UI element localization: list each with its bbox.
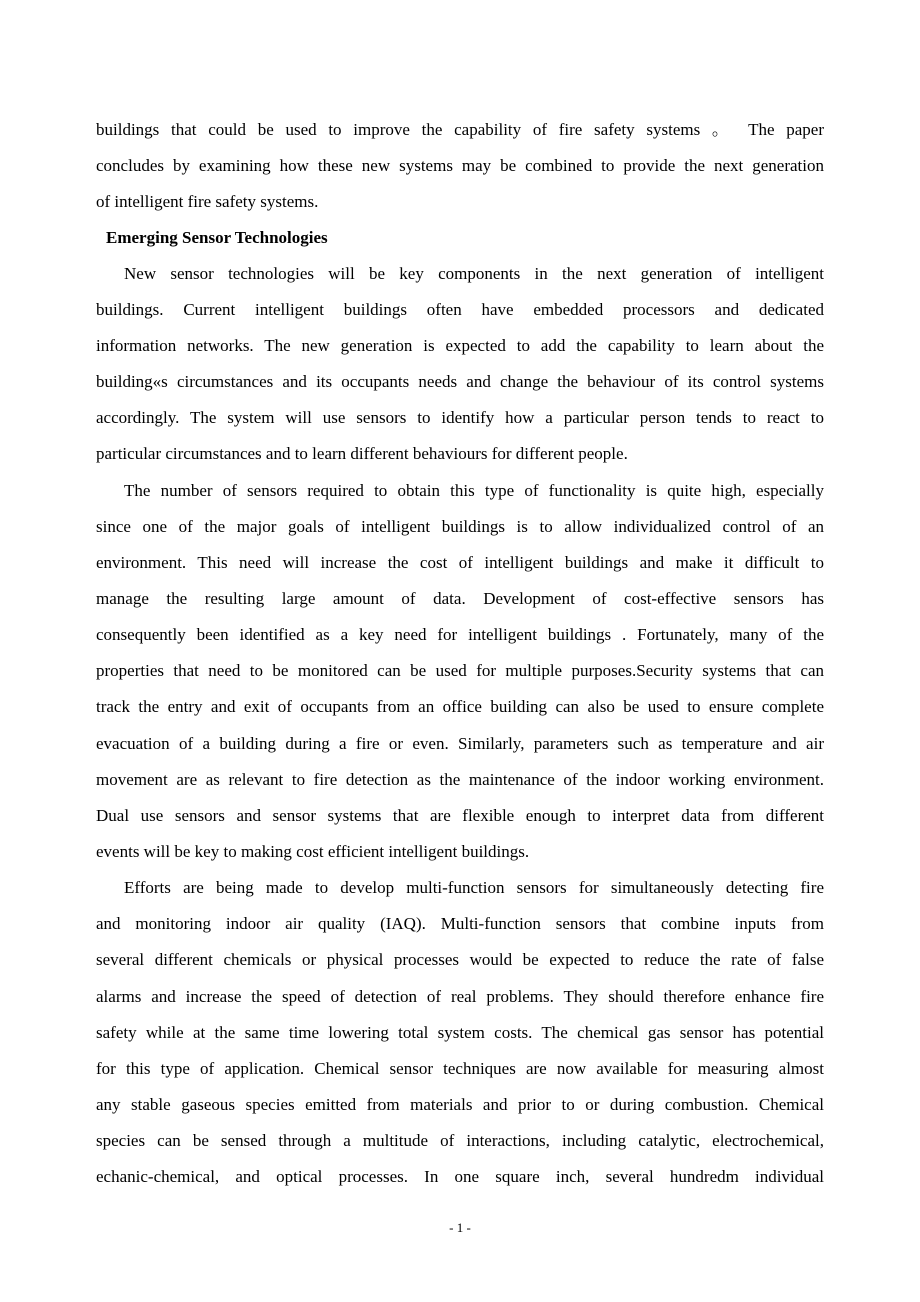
paragraph-line: since one of the major goals of intelligent buildings is to allow individualized control of an — [96, 517, 824, 536]
paragraph-line: Efforts are being made to develop multi-function sensors for simultaneously detecting fire — [124, 878, 824, 897]
paragraph-line: consequently been identified as a key need for intelligent buildings . Fortunately, many of the — [96, 625, 824, 644]
paragraph-line: track the entry and exit of occupants from an office building can also be used to ensure complete — [96, 697, 824, 716]
paragraph-line: any stable gaseous species emitted from materials and prior to or during combustion. Chemical — [96, 1095, 824, 1114]
paragraph-line: particular circumstances and to learn different behaviours for different people. — [96, 444, 628, 463]
paragraph-line: for this type of application. Chemical sensor techniques are now available for measuring almost — [96, 1059, 824, 1078]
paragraph-line: buildings that could be used to improve the capability of fire safety systems 。 The paper — [96, 120, 824, 139]
paragraph-line: The number of sensors required to obtain this type of functionality is quite high, especially — [124, 481, 824, 500]
paragraph-line: information networks. The new generation is expected to add the capability to learn about the — [96, 336, 824, 355]
paragraph-line: manage the resulting large amount of data. Development of cost-effective sensors has — [96, 589, 824, 608]
paragraph-line: environment. This need will increase the cost of intelligent buildings and make it difficult to — [96, 553, 824, 572]
paragraph-line: several different chemicals or physical processes would be expected to reduce the rate of false — [96, 950, 824, 969]
section-heading: Emerging Sensor Technologies — [106, 228, 328, 247]
paragraph-line: building«s circumstances and its occupants needs and change the behaviour of its control systems — [96, 372, 824, 391]
paragraph-line: events will be key to making cost efficient intelligent buildings. — [96, 842, 530, 861]
paragraph-line: accordingly. The system will use sensors to identify how a particular person tends to react to — [96, 408, 824, 427]
paragraph-line: concludes by examining how these new systems may be combined to provide the next generation — [96, 156, 824, 175]
paragraph-line: echanic-chemical, and optical processes. In one square inch, several hundredm individual — [96, 1167, 824, 1186]
paragraph-line: movement are as relevant to fire detection as the maintenance of the indoor working environment. — [96, 770, 824, 789]
paragraph-line: species can be sensed through a multitude of interactions, including catalytic, electrochemical, — [96, 1131, 824, 1150]
paragraph-line: alarms and increase the speed of detection of real problems. They should therefore enhance fire — [96, 987, 824, 1006]
paragraph-line: and monitoring indoor air quality (IAQ). Multi-function sensors that combine inputs from — [96, 914, 824, 933]
paragraph-line: Dual use sensors and sensor systems that are flexible enough to interpret data from different — [96, 806, 824, 825]
paragraph-line: properties that need to be monitored can be used for multiple purposes.Security systems that can — [96, 661, 824, 680]
paragraph-line: of intelligent fire safety systems. — [96, 192, 319, 211]
paragraph-line: buildings. Current intelligent buildings often have embedded processors and dedicated — [96, 300, 824, 319]
paragraph-line: evacuation of a building during a fire or even. Similarly, parameters such as temperature and air — [96, 734, 824, 753]
paragraph-line: safety while at the same time lowering total system costs. The chemical gas sensor has potential — [96, 1023, 824, 1042]
page-number: - 1 - — [449, 1220, 471, 1235]
paragraph-line: New sensor technologies will be key components in the next generation of intelligent — [124, 264, 824, 283]
